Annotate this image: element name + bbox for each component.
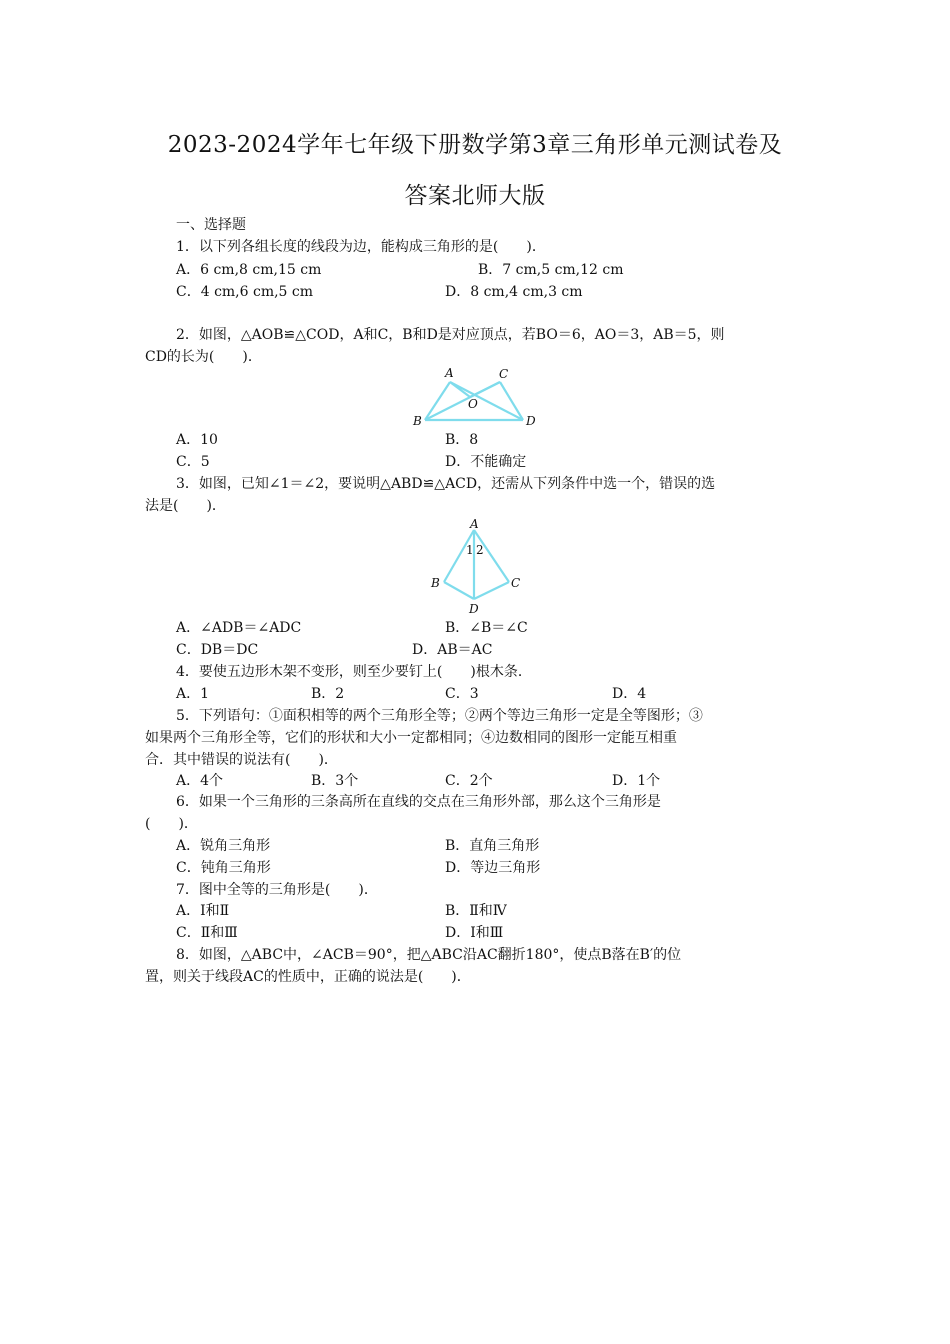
q3-stem-line-2: 法是( )． — [145, 498, 226, 514]
q3-label-d: D — [469, 602, 479, 616]
q2-option-a: A．10 — [176, 432, 218, 448]
q4-option-d: D．4 — [612, 686, 647, 702]
q5-stem-line-3: 合．其中错误的说法有( )． — [145, 752, 338, 768]
q8-stem-line-1: 8．如图，△ABC中，∠ACB＝90°，把△ABC沿AC翻折180°，使点B落在B′的位 — [176, 947, 682, 963]
q2-label-c: C — [499, 367, 509, 381]
q2-label-o: O — [468, 397, 478, 411]
q3-stem-line-1: 3．如图，已知∠1＝∠2，要说明△ABD≌△ACD，还需从下列条件中选一个，错误的选 — [176, 476, 716, 492]
q7-stem: 7．图中全等的三角形是( )． — [176, 882, 378, 898]
q5-option-b: B．3个 — [311, 773, 359, 789]
q5-option-a: A．4个 — [176, 773, 224, 789]
q3-figure-lines — [444, 530, 509, 599]
q5-stem-line-1: 5．下列语句：①面积相等的两个三角形全等；②两个等边三角形一定是全等图形；③ — [176, 708, 703, 724]
q2-figure — [408, 364, 544, 430]
q7-option-d: D．Ⅰ和Ⅲ — [445, 925, 504, 941]
q3-label-angle-2: 2 — [476, 543, 484, 557]
q4-option-a: A．1 — [176, 686, 210, 702]
q1-option-d: D．8 cm,4 cm,3 cm — [445, 284, 583, 300]
q6-option-d: D．等边三角形 — [445, 860, 541, 876]
q7-option-b: B．Ⅱ和Ⅳ — [445, 903, 507, 919]
q2-option-d: D．不能确定 — [445, 454, 527, 470]
q1-stem: 1．以下列各组长度的线段为边，能构成三角形的是( )． — [176, 239, 546, 255]
q3-option-b: B．∠B＝∠C — [445, 620, 528, 636]
q2-option-c: C．5 — [176, 454, 210, 470]
section-heading: 一、选择题 — [176, 217, 246, 233]
q3-figure — [425, 515, 525, 617]
q6-option-a: A．锐角三角形 — [176, 838, 271, 854]
q3-option-d: D．AB＝AC — [412, 642, 493, 658]
q3-option-c: C．DB＝DC — [176, 642, 259, 658]
q2-label-d: D — [526, 414, 536, 428]
q1-option-a: A．6 cm,8 cm,15 cm — [176, 262, 322, 278]
q3-label-a: A — [470, 517, 479, 531]
q1-option-c: C．4 cm,6 cm,5 cm — [176, 284, 314, 300]
q8-stem-line-2: 置，则关于线段AC的性质中，正确的说法是( )． — [145, 969, 471, 985]
q6-stem-line-2: ( )． — [145, 816, 198, 832]
q5-option-d: D．1个 — [612, 773, 661, 789]
q7-option-a: A．Ⅰ和Ⅱ — [176, 903, 230, 919]
q1-option-b: B．7 cm,5 cm,12 cm — [478, 262, 624, 278]
q3-label-c: C — [511, 576, 521, 590]
q7-option-c: C．Ⅱ和Ⅲ — [176, 925, 238, 941]
q2-option-b: B．8 — [445, 432, 479, 448]
q2-stem-line-1: 2．如图，△AOB≌△COD，A和C，B和D是对应顶点，若BO＝6，AO＝3，AB＝5，则 — [176, 327, 725, 343]
q6-option-b: B．直角三角形 — [445, 838, 540, 854]
q4-option-b: B．2 — [311, 686, 345, 702]
q2-label-b: B — [413, 414, 422, 428]
q3-option-a: A．∠ADB＝∠ADC — [176, 620, 302, 636]
q4-option-c: C．3 — [445, 686, 479, 702]
q5-stem-line-2: 如果两个三角形全等，它们的形状和大小一定都相同；④边数相同的图形一定能互相重 — [145, 730, 677, 746]
q4-stem: 4．要使五边形木架不变形，则至少要钉上( )根木条． — [176, 664, 532, 680]
q3-label-b: B — [431, 576, 440, 590]
q6-stem-line-1: 6．如果一个三角形的三条高所在直线的交点在三角形外部，那么这个三角形是 — [176, 794, 661, 810]
q2-stem-line-2: CD的长为( )． — [145, 349, 262, 365]
q5-option-c: C．2个 — [445, 773, 493, 789]
q3-label-angle-1: 1 — [466, 543, 474, 557]
q6-option-c: C．钝角三角形 — [176, 860, 271, 876]
document-title-line-2: 答案北师大版 — [404, 183, 546, 209]
q2-label-a: A — [445, 366, 454, 380]
document-title-line-1: 2023-2024学年七年级下册数学第3章三角形单元测试卷及 — [167, 132, 783, 158]
